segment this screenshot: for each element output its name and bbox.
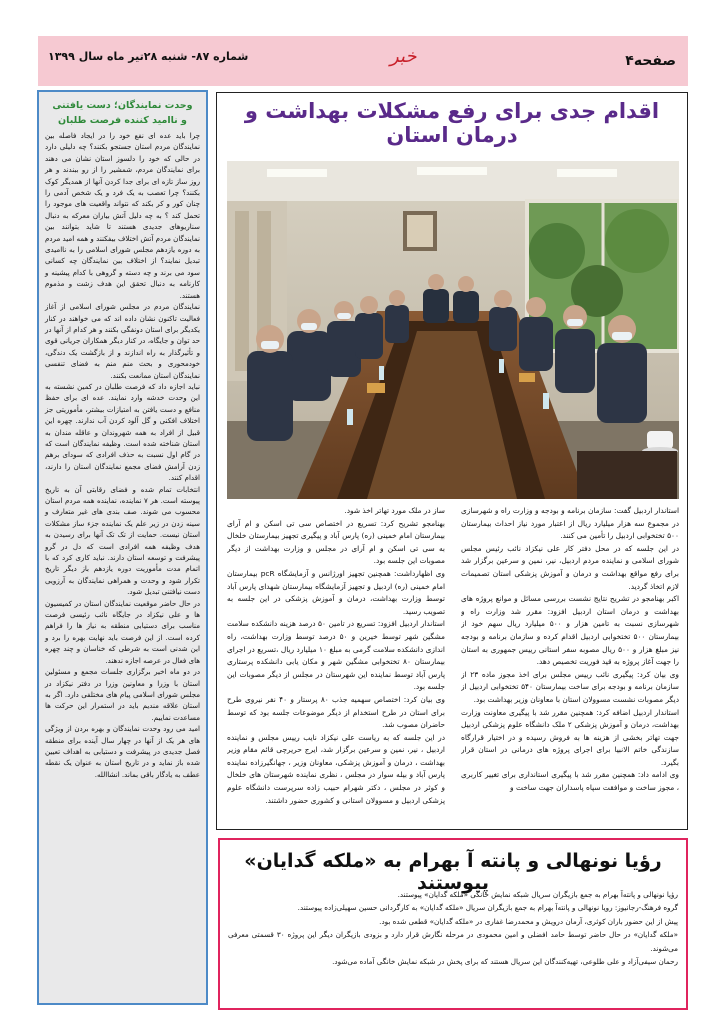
article-paragraph: وی اظهارداشت: همچنین تجهیز اورژانس و آزمایشگاه pcR بیمارستان امام خمینی (ره) اردبیل و تجهیز آزمایشگاه بیمارستان شهدای پارس آباد توسط وزارت بهداشت، درمان و آموزش پزشکی در این جلسه به تصویب رسید. — [227, 568, 445, 616]
sidebar-body — [39, 128, 206, 780]
sidebar-title-line1: وحدت نمایندگان؛ دست یافتنی — [52, 100, 193, 111]
news-paragraph: گروه فرهنگ-رجانیوز: رویا نونهالی و پانته‌آ بهرام به جمع بازیگران سریال «ملکه گدایان» به کارگردانی حسین سهیلی‌زاده پیوستند. — [297, 903, 678, 913]
article-paragraph: استاندار اردبیل اضافه کرد: همچنین مقرر شد با پیگیری معاونت وزارت بهداشت، درمان و آموزش پزشکی ۲ ملک دانشگاه علوم پزشکی اردبیل جهت تهاتر بخشی از هزینه ها به فروش رسیده و در اختیار قرارگاه سازندگی خاتم الانبیا برای اجرای پروژه های درمانی در استان قرار بگیرد. — [461, 707, 679, 767]
article-paragraph: وی ادامه داد: همچنین مقرر شد با پیگیری استانداری برای تغییر کاربری ، مجوز ساخت و موافقت سپاه پاسداران جهت ساخت و — [461, 770, 679, 793]
article-column-left — [227, 505, 445, 825]
sidebar-paragraph: انتخابات تمام شده و فضای رقابتی آن به تاریخ پیوسته است. هر ۷ نماینده، نماینده همه مردم استان محسوب می شوند. صف بندی های غیر متعارف و سینه زدن در زیر علم یک نماینده جزء ساز مشکلات استان نیست. حمایت از تک تک آنها برای رسیدن به هدف وظیفه همه افرادی است که دل در گرو پیشرفت و توسعه استان دارند. نباید کاری کرد که با اتمام مدت مأموریت دوره یازدهم باز دیگر تاریخ تکرار شود و وحدت و همراهی نمایندگان به آرزویی دست نیافتنی تبدیل شود. — [45, 484, 200, 597]
page-number: صفحه۴ — [625, 53, 676, 69]
entertainment-news-box — [218, 838, 688, 1010]
news-paragraph: پیش از این حضور باران کوثری، آرمان درویش و محمدرضا غفاری در «ملکه گدایان» قطعی شده بود. — [379, 916, 678, 926]
page-header — [38, 36, 688, 86]
sidebar-title — [39, 98, 206, 128]
article-column-right — [461, 505, 679, 825]
sidebar-paragraph: چرا باید عده ای نفع خود را در ایجاد فاصله بین نمایندگان مردم استان جستجو بکنند؟ چه دلیلی دارد در حالی که خود را دلسوز استان نشان می دهند برای نمایندگان مردم، شمشیر را از رو ببندند و هر روز ساز تازه ای برای جدا کردن آنها از همدیگر کوک بکنند؟ چرا تعصب به یک فرد و یک شخص آدمی را چنان کور و کر بکند که نتواند واقعیت های موجود را تحمل کند ؟ به چه دلیل آتش بیاران معرکه به دنبال سناریوهای جدیدی هستند تا شاید بتوانند بین نمایندگان مردم آتش اختلاف بیفکنند و همه امید مردم به دوره یازدهم مجلس شورای اسلامی را به ناامیدی تبدیل نمایند؟ از اختلاف بین نمایندگان چه کسانی سود می برند و چه دسته و گروهی با کدام پیشینه و کارنامه به دنبال تحقق این هدف زشت و مذموم هستند. — [45, 131, 200, 300]
sidebar-paragraph: نباید اجازه داد که فرصت طلبان در کمین نشسته به این وحدت خدشه وارد نمایند. عده ای برای حفظ منافع و دست یافتن به امتیازات بیشتر، مأموریتی جز اختلاف افکنی و گل آلود کردن آب ندارند. چهره این قبیل از افراد به همه شهروندان و عاقله مندان به استان شناخته شده است. وظیفه نمایندگان است که در گام اول نسبت به حذف افرادی که سودای برهم زدن آرامش فضای مجمع نمایندگان استان را دارند، اقدام کنند. — [45, 381, 200, 483]
editorial-sidebar — [37, 90, 208, 1005]
article-paragraph: استاندار اردبیل گفت: سازمان برنامه و بودجه و وزارت راه و شهرسازی در مجموع سه هزار میلیارد ریال از اعتبار مورد نیاز احداث بیمارستان ۵۰۰ تختخوابی اردبیل را تأمین می کنند. — [461, 506, 679, 541]
sidebar-paragraph: در دو ماه اخیر برگزاری جلسات مجمع و مسئولین استان با وزرا و معاونین وزرا در دفتر نیکزاد در مجلس شورای اسلامی پیام های مختلفی دارد. اگر به استان علاقه مندیم باید در استمرار این حرکت ها مساعدت نماییم. — [45, 667, 200, 722]
article-paragraph: ساز در ملک مورد تهاتر اخذ شود. — [344, 506, 445, 515]
sidebar-paragraph: در حال حاضر موقعیت نمایندگان استان در کمیسیون ها و علی نیکزاد در جایگاه نائب رئیسی فرصت مناسب برای دستیابی منطقه به نیاز ها را فراهم کرده است. از این فرصت باید نهایت بهره را برد و این شدنی است به شرطی که خناسان و چند چهره های فعال در عرصه اجازه ندهند. — [45, 598, 200, 665]
news-paragraph: رؤیا نونهالی و پانته‌آ بهرام به جمع بازیگران سریال شبکه نمایش خانگی «ملکه گدایان» پیوستند. — [397, 890, 678, 899]
meeting-photo-illustration — [227, 161, 679, 499]
sidebar-paragraph: نمایندگان مردم در مجلس شورای اسلامی از آغاز فعالیت تاکنون نشان داده اند که می خواهند در کنار یکدیگر برای استان دونفگی بکنند و هر کدام از آنها در حد توان و جایگاه، در کنار دیگر همکاران جریانی قوی و تأثیرگذار به راه اندازند و از بازگشت یک دندگی، خودمحوری و بحث منم منم به فضای تنفسی نمایندگان استان ممانعت بکنند. — [45, 302, 200, 380]
article-paragraph: بهنامجو تشریح کرد: تسریع در اختصاص سی تی اسکن و ام آرای بیمارستان امام خمینی (ره) پارس آباد و پیگیری تجهیز بیمارستان خلخال به سی تی اسکن و ام آرای در مجلس و وزارت بهداشت از دیگر مصوبات این جلسه بود. — [227, 518, 445, 566]
article-paragraph: اکبر بهنامجو در تشریح نتایج نشست بررسی مسائل و موانع پروژه های بهداشت و درمان استان اردبیل افزود: مقرر شد وزارت راه و شهرسازی نسبت به تامین هزار و ۵۰۰ میلیارد ریال سهم خود از بیمارستان ۵۰۰ تختخوابی اردبیل اقدام کرده و سازمان برنامه و بودجه نیز مبلغ هزار و ۵۰۰ ریال مصوبه سفر استانی رییس جمهوری به استان را جهت آغاز پروژه به قید فوریت تخصیص دهد. — [461, 594, 679, 667]
main-article — [216, 92, 688, 830]
sidebar-paragraph: امید می رود وحدت نمایندگان و بهره بردن از ویژگی های هر یک از آنها در چهار سال آینده برای منطقه فصل جدیدی در پیشرفت و دستیابی به اهداف تعیین شده باز نماید و در تاریخ استان به عنوان یک نقطه عطف به یادگار باقی بماند. انشاالله. — [45, 724, 200, 779]
news-body — [228, 888, 678, 968]
article-paragraph: وی بیان کرد: پیگیری نائب رییس مجلس برای اخذ مجوز ماده ۲۳ از سازمان برنامه و بودجه برای ساخت بیمارستان ۵۴۰ تختخوابی اردبیل از دیگر مصوبات نشست مسوولان استان با معاونان وزیر بهداشت بود. — [461, 669, 679, 704]
sidebar-title-line2: و ناامید کننده فرصت طلبان — [58, 115, 187, 126]
meeting-photo — [227, 161, 679, 499]
article-paragraph: استاندار اردبیل افزود: تسریع در تامین ۵۰ درصد هزینه دانشکده سلامت مشگین شهر توسط خیرین و ۵۰ درصد توسط وزارت بهداشت، راه اندازی دانشکده سلامت گرمی به مبلغ ۱۰ میلیارد ریال ،تسریع در اجرای بیمارستان ۸۰ تختخوابی مشگین شهر و مکان یابی دانشکده پرستاری پارس آباد توسط نماینده این شهرستان در مجلس از دیگر مصوبات این جلسه بود. — [227, 619, 445, 692]
brand-logo: خبر — [390, 46, 417, 67]
article-paragraph: وی بیان کرد: اختصاص سهمیه جذب ۸۰ پرستار و ۴۰ نفر نیروی طرح برای استان در طرح استخدام از دیگر موضوعات جلسه بود که توسط حاضران مصوب شد. — [227, 694, 445, 730]
main-article-title: اقدام جدی برای رفع مشکلات بهداشت و درمان استان — [244, 99, 660, 147]
article-columns — [227, 505, 679, 825]
article-paragraph: در این جلسه که به ریاست علی نیکزاد نایب رییس مجلس و نماینده اردبیل ، نیر، نمین و سرعین برگزار شد، ایرج حریرچی قائم مقام وزیر بهداشت ، درمان و آموزش پزشکی، معاونان وزیر ، جهانگیرزاده نماینده پارس آباد و بیله سوار در مجلس ، نظری نماینده شهرستان های خلخال و کوثر در مجلس ، دکتر شهرام حبیب زاده سرپرست دانشگاه علوم پزشکی اردبیل و مسوولان استانی و کشوری حضور داشتند. — [227, 732, 445, 805]
news-title: رؤیا نونهالی و پانته آ بهرام به «ملکه گدایان» پیوستند — [244, 850, 662, 894]
article-paragraph: در این جلسه که در محل دفتر کار علی نیکزاد نائب رئیس مجلس شورای اسلامی و نماینده مردم اردبیل، نیر، نمین و سرعین برگزار شد برای رفع مواقع بهداشت و درمان و آموزش پزشکی استان تصمیمات لازم اتخاذ گردید. — [461, 543, 679, 591]
news-paragraph: رحمان سیفی‌آزاد و علی طلوعی، تهیه‌کنندگان این سریال هستند که برای پخش در شبکه نمایش خانگی آماده می‌شود. — [332, 957, 678, 967]
news-paragraph: «ملکه گدایان» در حال حاضر توسط حامد افضلی و امین محمودی در مرحله نگارش قرار دارد و بزودی بازیگران دیگر این پروژه ۳۰ قسمتی معرفی می‌شوند. — [228, 930, 678, 953]
issue-line: شماره ۸۷- شنبه ۲۸تیر ماه سال ۱۳۹۹ — [48, 50, 249, 63]
